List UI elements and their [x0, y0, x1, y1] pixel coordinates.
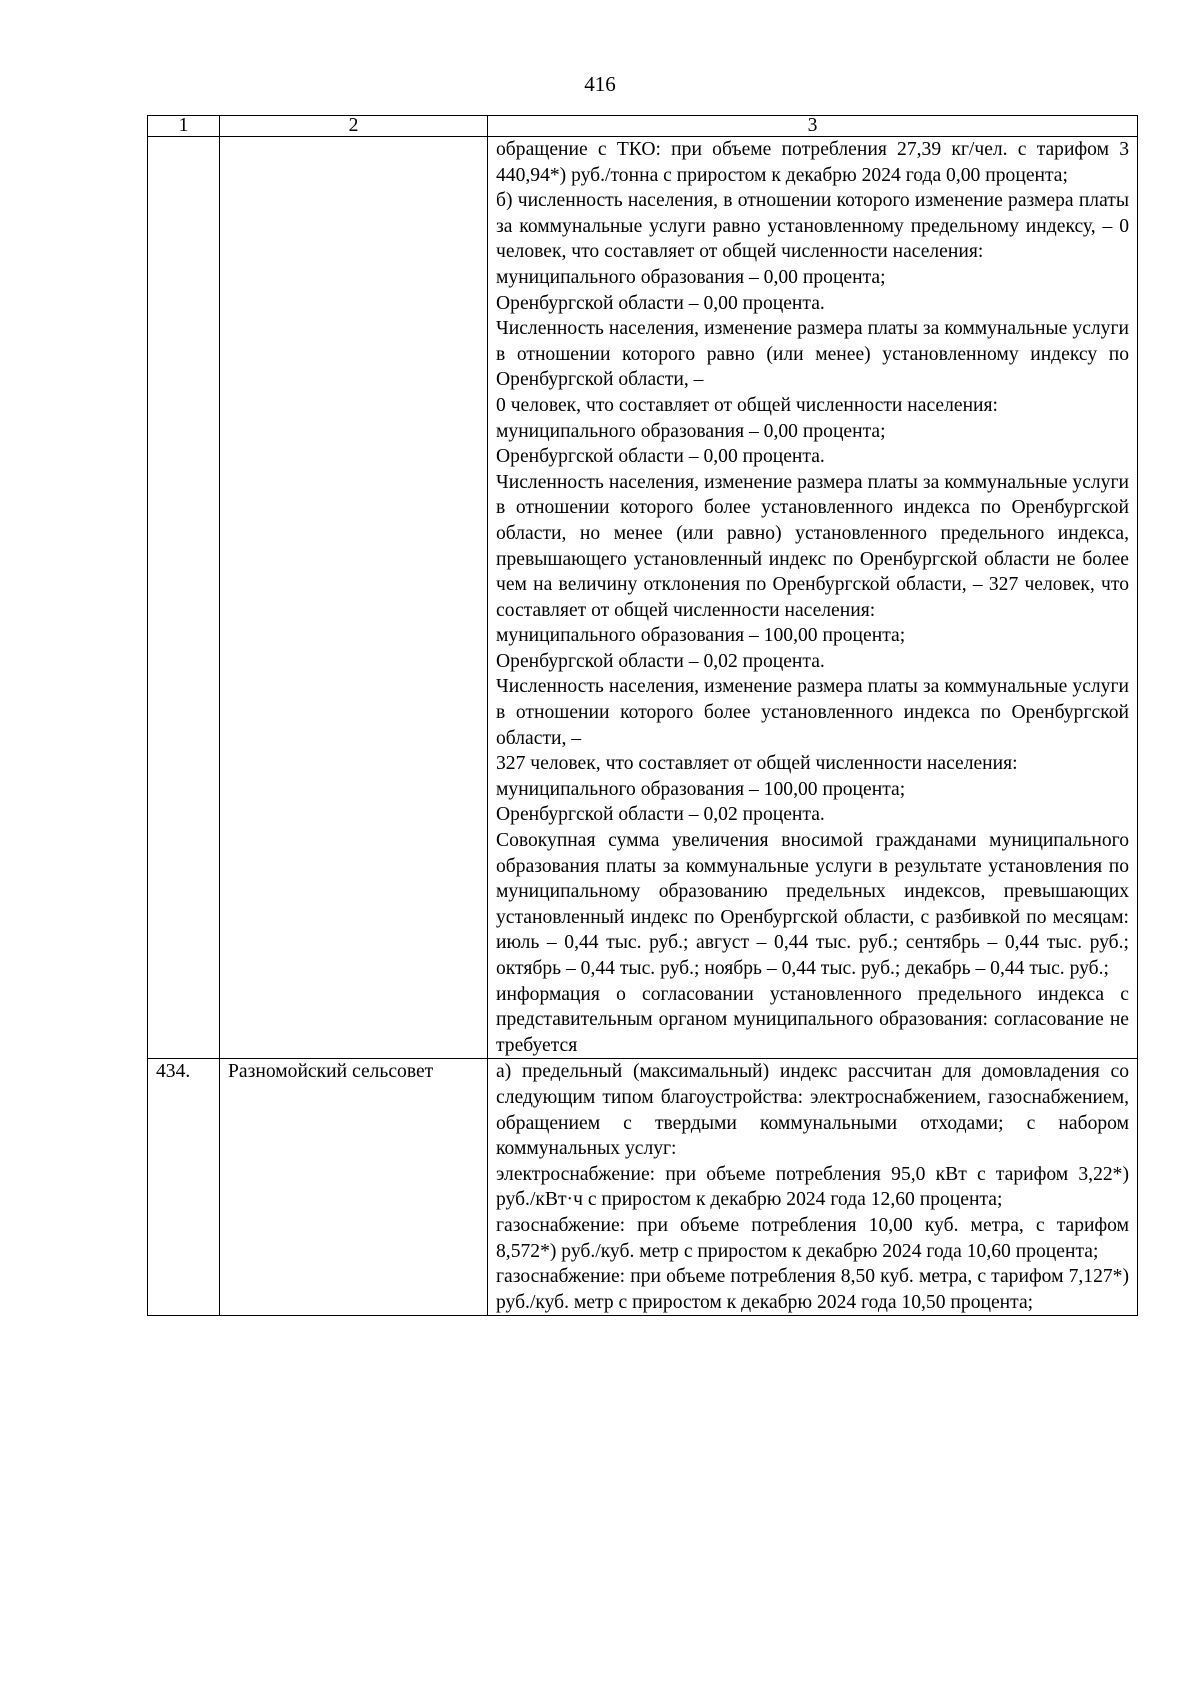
description-cell	[488, 1059, 1138, 1316]
table-header-row	[148, 116, 1138, 137]
table-row	[148, 137, 1138, 1059]
paragraph: б) численность населения, в отношении которого изменение размера платы за коммунальные услуги равно установленному предельному индексу, – 0 человек, что составляет от общей численности населения:	[496, 190, 1129, 263]
paragraph: Оренбургской области – 0,02 процента.	[496, 804, 825, 826]
page-number: 416	[584, 72, 616, 96]
paragraph: 0 человек, что составляет от общей численности населения:	[496, 394, 999, 416]
paragraph: обращение с ТКО: при объеме потребления 27,39 кг/чел. с тарифом 3 440,94*) руб./тонна с приростом к декабрю 2024 года 0,00 процента;	[496, 139, 1129, 186]
paragraph: газоснабжение: при объеме потребления 8,50 куб. метра, с тарифом 7,127*) руб./куб. метр с приростом к декабрю 2024 года 10,50 процента;	[496, 1266, 1129, 1313]
paragraph: Численность населения, изменение размера платы за коммунальные услуги в отношении которого более установленного индекса по Оренбургской области, но менее (или равно) установленного предельного индекса, превышающего установленный индекс по Оренбургской области не более чем на величину отклонения по Оренбургской области, – 327 человек, что составляет от общей численности населения:	[496, 471, 1129, 621]
description-cell	[488, 137, 1138, 1059]
municipality-name-cell: Разномойский сельсовет	[220, 1059, 488, 1316]
column-number-header-2: 2	[220, 116, 488, 137]
paragraph: Оренбургской области – 0,00 процента.	[496, 292, 825, 314]
paragraph: муниципального образования – 100,00 процента;	[496, 625, 906, 647]
paragraph: Совокупная сумма увеличения вносимой гражданами муниципального образования платы за коммунальные услуги в результате установления по муниципальному образованию предельных индексов, превышающих установленный индекс по Оренбургской области, с разбивкой по месяцам: июль – 0,44 тыс. руб.; август – 0,44 тыс. руб.; сентябрь – 0,44 тыс. руб.; октябрь – 0,44 тыс. руб.; ноябрь – 0,44 тыс. руб.; декабрь – 0,44 тыс. руб.;	[496, 830, 1129, 979]
paragraph: Численность населения, изменение размера платы за коммунальные услуги в отношении которого равно (или менее) установленному индексу по Оренбургской области, –	[496, 318, 1129, 391]
paragraph: электроснабжение: при объеме потребления 95,0 кВт с тарифом 3,22*) руб./кВт·ч с приростом к декабрю 2024 года 12,60 процента;	[496, 1163, 1129, 1211]
municipality-name-cell	[220, 137, 488, 1059]
column-number-header-3: 3	[488, 116, 1138, 137]
paragraph: информация о согласовании установленного предельного индекса с представительным органом муниципального образования: согласование не требуется	[496, 983, 1129, 1056]
paragraph: 327 человек, что составляет от общей численности населения:	[496, 753, 1018, 775]
paragraph: муниципального образования – 0,00 процента;	[496, 420, 886, 442]
table-row	[148, 1059, 1138, 1316]
paragraph: Численность населения, изменение размера платы за коммунальные услуги в отношении которого более установленного индекса по Оренбургской области, –	[496, 676, 1129, 749]
paragraph: а) предельный (максимальный) индекс рассчитан для домовладения со следующим типом благоустройства: электроснабжением, газоснабжением, обращением с твердыми коммунальными отходами; с набором коммунальных услуг:	[496, 1061, 1129, 1160]
paragraph: муниципального образования – 100,00 процента;	[496, 778, 906, 800]
document-table	[147, 115, 1138, 1316]
row-number-cell	[148, 137, 220, 1059]
paragraph: муниципального образования – 0,00 процента;	[496, 266, 886, 288]
paragraph: Оренбургской области – 0,00 процента.	[496, 446, 825, 468]
paragraph: газоснабжение: при объеме потребления 10,00 куб. метра, с тарифом 8,572*) руб./куб. метр с приростом к декабрю 2024 года 10,60 процента;	[496, 1214, 1129, 1262]
row-number-cell: 434.	[148, 1059, 220, 1316]
column-number-header-1: 1	[148, 116, 220, 137]
paragraph: Оренбургской области – 0,02 процента.	[496, 650, 825, 672]
